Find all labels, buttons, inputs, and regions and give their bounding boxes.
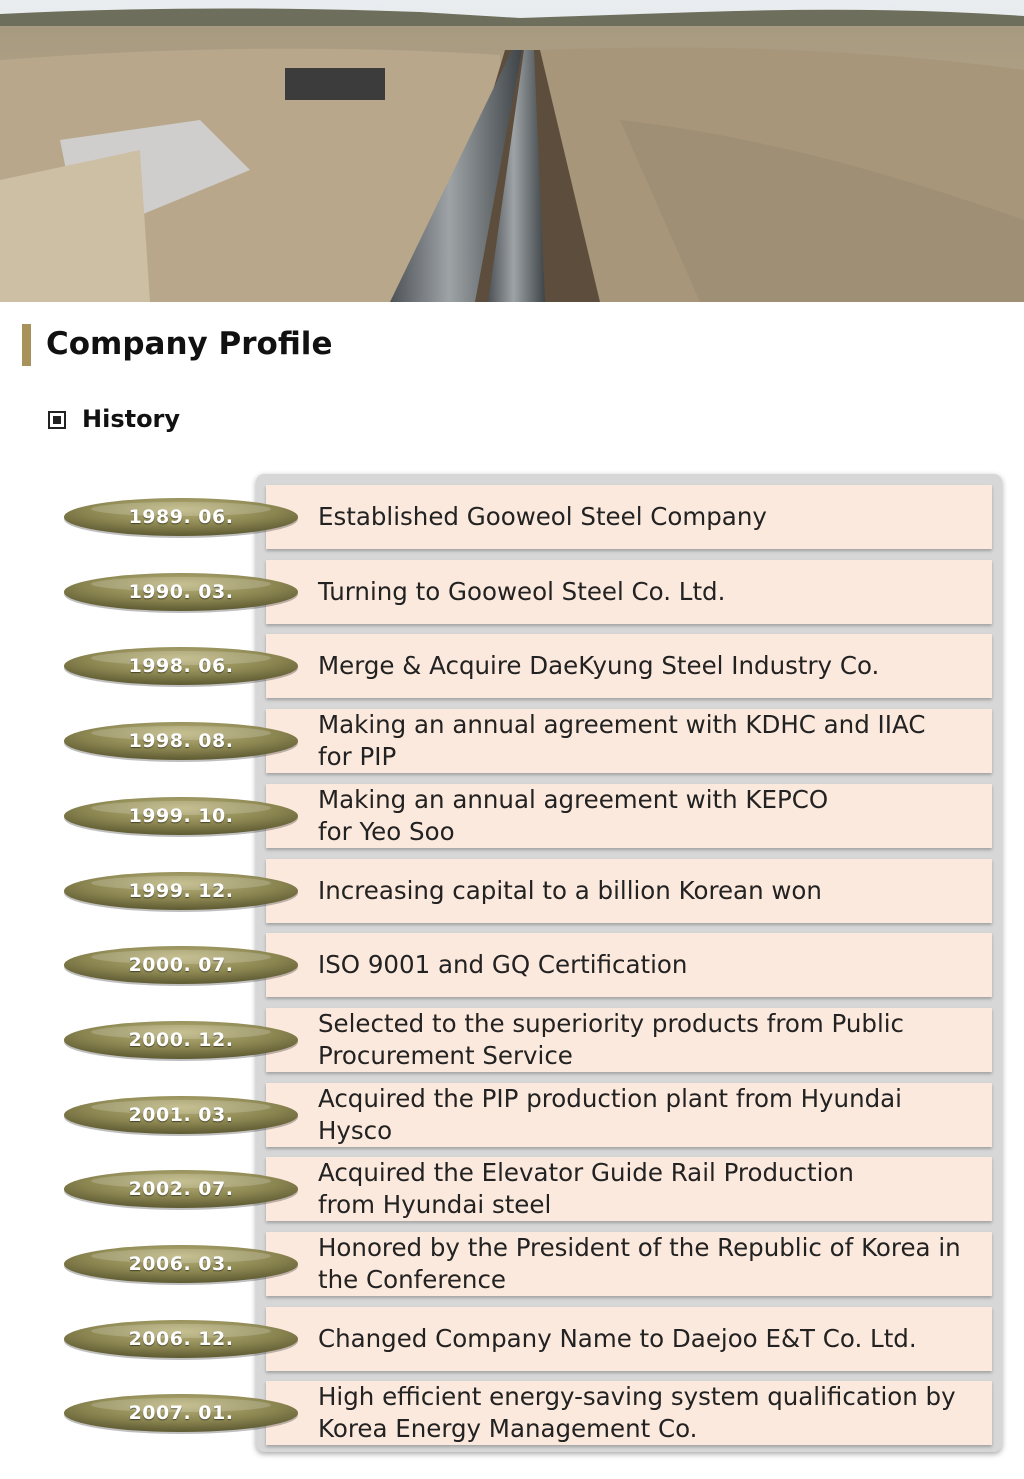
history-event-text: Making an annual agreement with KDHC and IIAC for PIP (318, 710, 926, 771)
history-date: 1998. 08. (128, 730, 234, 752)
history-date: 1998. 06. (128, 655, 234, 677)
history-event-text: ISO 9001 and GQ Certification (318, 950, 688, 979)
history-row (266, 1083, 992, 1147)
history-date: 1989. 06. (128, 506, 234, 528)
history-row (266, 1381, 992, 1445)
history-event-text: Making an annual agreement with KEPCO for Yeo Soo (318, 785, 829, 846)
history-date: 2006. 12. (128, 1328, 234, 1350)
history-event-text: Established Gooweol Steel Company (318, 502, 767, 531)
history-row (266, 784, 992, 848)
history-event-text: Honored by the President of the Republic of Korea in the Conference (318, 1233, 961, 1294)
history-row (266, 859, 992, 923)
history-event-text: Selected to the superiority products from Public Procurement Service (318, 1009, 905, 1070)
history-row (266, 560, 992, 624)
section-subtitle: History (82, 405, 181, 433)
history-event-text: Merge & Acquire DaeKyung Steel Industry Co. (318, 651, 880, 680)
history-row (266, 1157, 992, 1221)
history-row (266, 485, 992, 549)
history-date: 1990. 03. (128, 581, 234, 603)
pipeline-trench-image (0, 0, 1024, 302)
hero-photo (0, 0, 1024, 302)
history-date: 2000. 07. (128, 954, 234, 976)
history-event-text: Acquired the PIP production plant from Hyundai Hysco (318, 1084, 902, 1145)
history-event-text: High efficient energy-saving system qualification by Korea Energy Management Co. (318, 1382, 956, 1443)
history-event-text: Turning to Gooweol Steel Co. Ltd. (318, 577, 726, 606)
history-row (266, 1307, 992, 1371)
history-event-text: Increasing capital to a billion Korean won (318, 876, 822, 905)
history-row (266, 709, 992, 773)
history-date: 2002. 07. (128, 1178, 234, 1200)
history-date: 2000. 12. (128, 1029, 234, 1051)
history-event-text: Changed Company Name to Daejoo E&T Co. Ltd. (318, 1324, 917, 1353)
history-event-text: Acquired the Elevator Guide Rail Production from Hyundai steel (318, 1158, 854, 1219)
history-date: 1999. 12. (128, 880, 234, 902)
history-row (266, 933, 992, 997)
square-bullet-icon (48, 411, 66, 429)
history-row (266, 634, 992, 698)
history-date: 2006. 03. (128, 1253, 234, 1275)
title-accent-bar (22, 324, 31, 366)
page-title: Company Profile (46, 326, 333, 362)
history-row (266, 1232, 992, 1296)
history-date: 2001. 03. (128, 1104, 234, 1126)
history-row (266, 1008, 992, 1072)
history-date: 1999. 10. (128, 805, 234, 827)
history-date: 2007. 01. (128, 1402, 234, 1424)
